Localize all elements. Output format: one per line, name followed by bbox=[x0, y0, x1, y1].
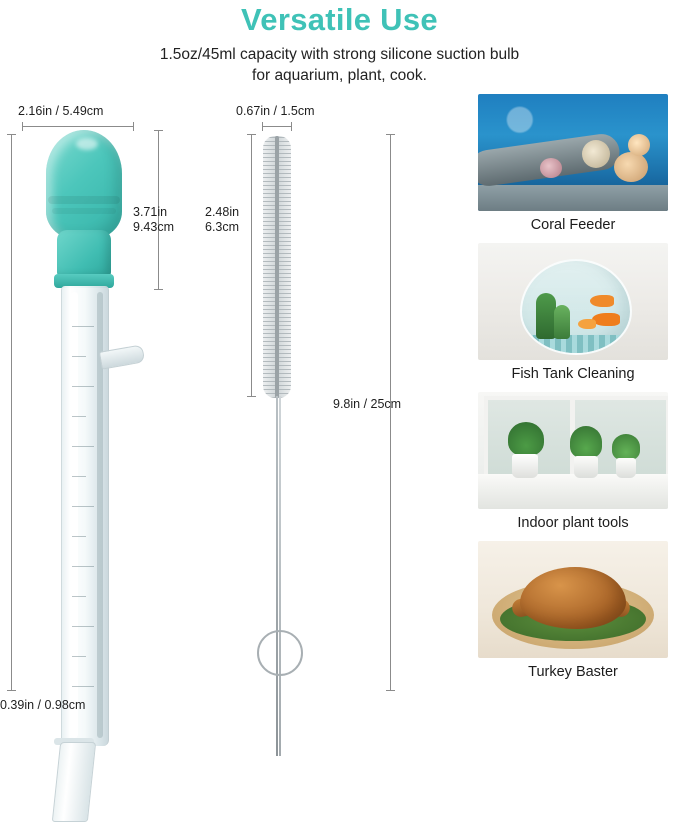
dropper-tip-width-label: 0.39in / 0.98cm bbox=[0, 698, 86, 712]
usage-card-caption: Fish Tank Cleaning bbox=[511, 366, 635, 382]
usage-card bbox=[478, 94, 668, 237]
brush-head-width-label: 0.67in / 1.5cm bbox=[236, 104, 315, 118]
usage-card bbox=[478, 541, 668, 684]
brush-handle-wire-left bbox=[276, 396, 278, 756]
plant-foliage bbox=[570, 426, 602, 458]
plant-foliage bbox=[612, 434, 640, 460]
brush-head-length-label: 2.48in 6.3cm bbox=[205, 205, 240, 234]
page-title: Versatile Use bbox=[241, 2, 438, 37]
plant-pot bbox=[574, 456, 598, 478]
dim-cap bbox=[22, 122, 23, 131]
measure-tick bbox=[72, 416, 86, 417]
dim-line-bulb-width bbox=[22, 126, 134, 127]
dim-cap bbox=[386, 690, 395, 691]
measure-tick bbox=[72, 386, 94, 387]
usage-card bbox=[478, 392, 668, 535]
measure-tick bbox=[72, 596, 86, 597]
measure-tick bbox=[72, 536, 86, 537]
coral-feeder-image bbox=[478, 94, 668, 211]
page-subtitle bbox=[0, 44, 679, 86]
measure-tick bbox=[72, 446, 94, 447]
dim-line-brush-head-length bbox=[251, 134, 252, 396]
dim-cap bbox=[7, 690, 16, 691]
subtitle-line-1: 1.5oz/45ml capacity with strong silicone suction bulb bbox=[159, 46, 520, 63]
bulb-groove-upper bbox=[48, 196, 120, 204]
goldfish bbox=[578, 319, 596, 329]
dim-cap bbox=[7, 134, 16, 135]
measure-tick bbox=[72, 506, 94, 507]
goldfish bbox=[592, 313, 620, 326]
turkey-baster-image bbox=[478, 541, 668, 658]
measure-tick bbox=[72, 566, 94, 567]
usage-card-caption: Indoor plant tools bbox=[517, 515, 629, 531]
bulb-neck bbox=[57, 230, 111, 278]
dim-line-dropper-length bbox=[11, 134, 12, 690]
silicone-dropper-illustration bbox=[30, 130, 140, 690]
bowl-plant bbox=[554, 305, 570, 339]
measure-tick bbox=[72, 476, 86, 477]
roast-turkey bbox=[520, 567, 626, 629]
cleaning-brush-illustration bbox=[245, 130, 325, 690]
plant-foliage bbox=[508, 422, 544, 456]
dropper-bulb-width-label: 2.16in / 5.49cm bbox=[18, 104, 104, 118]
coral-cluster bbox=[628, 134, 650, 156]
measure-tick bbox=[72, 356, 86, 357]
bulb-groove-lower bbox=[52, 208, 116, 214]
dim-cap bbox=[133, 122, 134, 131]
coral-cluster bbox=[582, 140, 610, 168]
fish-tank-cleaning-image bbox=[478, 243, 668, 360]
usage-card-list bbox=[478, 94, 668, 690]
bowl-plant bbox=[536, 293, 556, 339]
dim-cap bbox=[291, 122, 292, 131]
fish-bowl bbox=[520, 259, 632, 355]
dim-cap bbox=[386, 134, 395, 135]
brush-handle-wire-right bbox=[279, 396, 281, 756]
window-sill bbox=[478, 474, 668, 509]
dim-line-brush-width bbox=[262, 126, 292, 127]
dim-cap bbox=[154, 130, 163, 131]
subtitle-line-2: for aquarium, plant, cook. bbox=[252, 67, 427, 84]
bulb-highlight bbox=[76, 138, 98, 150]
measure-tick bbox=[72, 626, 94, 627]
brush-core-wire bbox=[275, 136, 279, 398]
barrel-highlight bbox=[71, 292, 78, 738]
usage-card-caption: Coral Feeder bbox=[530, 217, 616, 233]
brush-total-length-label: 9.8in / 25cm bbox=[333, 397, 402, 411]
indoor-plant-tools-image bbox=[478, 392, 668, 509]
aquarium-sand bbox=[478, 185, 668, 211]
dim-cap bbox=[247, 134, 256, 135]
dim-cap bbox=[247, 396, 256, 397]
measure-tick bbox=[72, 326, 94, 327]
dropper-bulb-height-label: 3.71in 9.43cm bbox=[133, 205, 174, 234]
measure-tick bbox=[72, 686, 94, 687]
coral-cluster bbox=[540, 158, 562, 178]
brush-hanging-loop bbox=[257, 630, 303, 676]
measure-tick bbox=[72, 656, 86, 657]
dim-line-brush-total-length bbox=[390, 134, 391, 690]
goldfish bbox=[590, 295, 614, 307]
plant-pot bbox=[616, 458, 636, 478]
usage-card bbox=[478, 243, 668, 386]
dropper-tip bbox=[52, 742, 96, 822]
usage-card-caption: Turkey Baster bbox=[528, 664, 618, 680]
dim-cap bbox=[262, 122, 263, 131]
plant-pot bbox=[512, 454, 538, 478]
dropper-bulb bbox=[46, 130, 122, 240]
dim-cap bbox=[154, 289, 163, 290]
coral-cluster bbox=[614, 152, 648, 182]
